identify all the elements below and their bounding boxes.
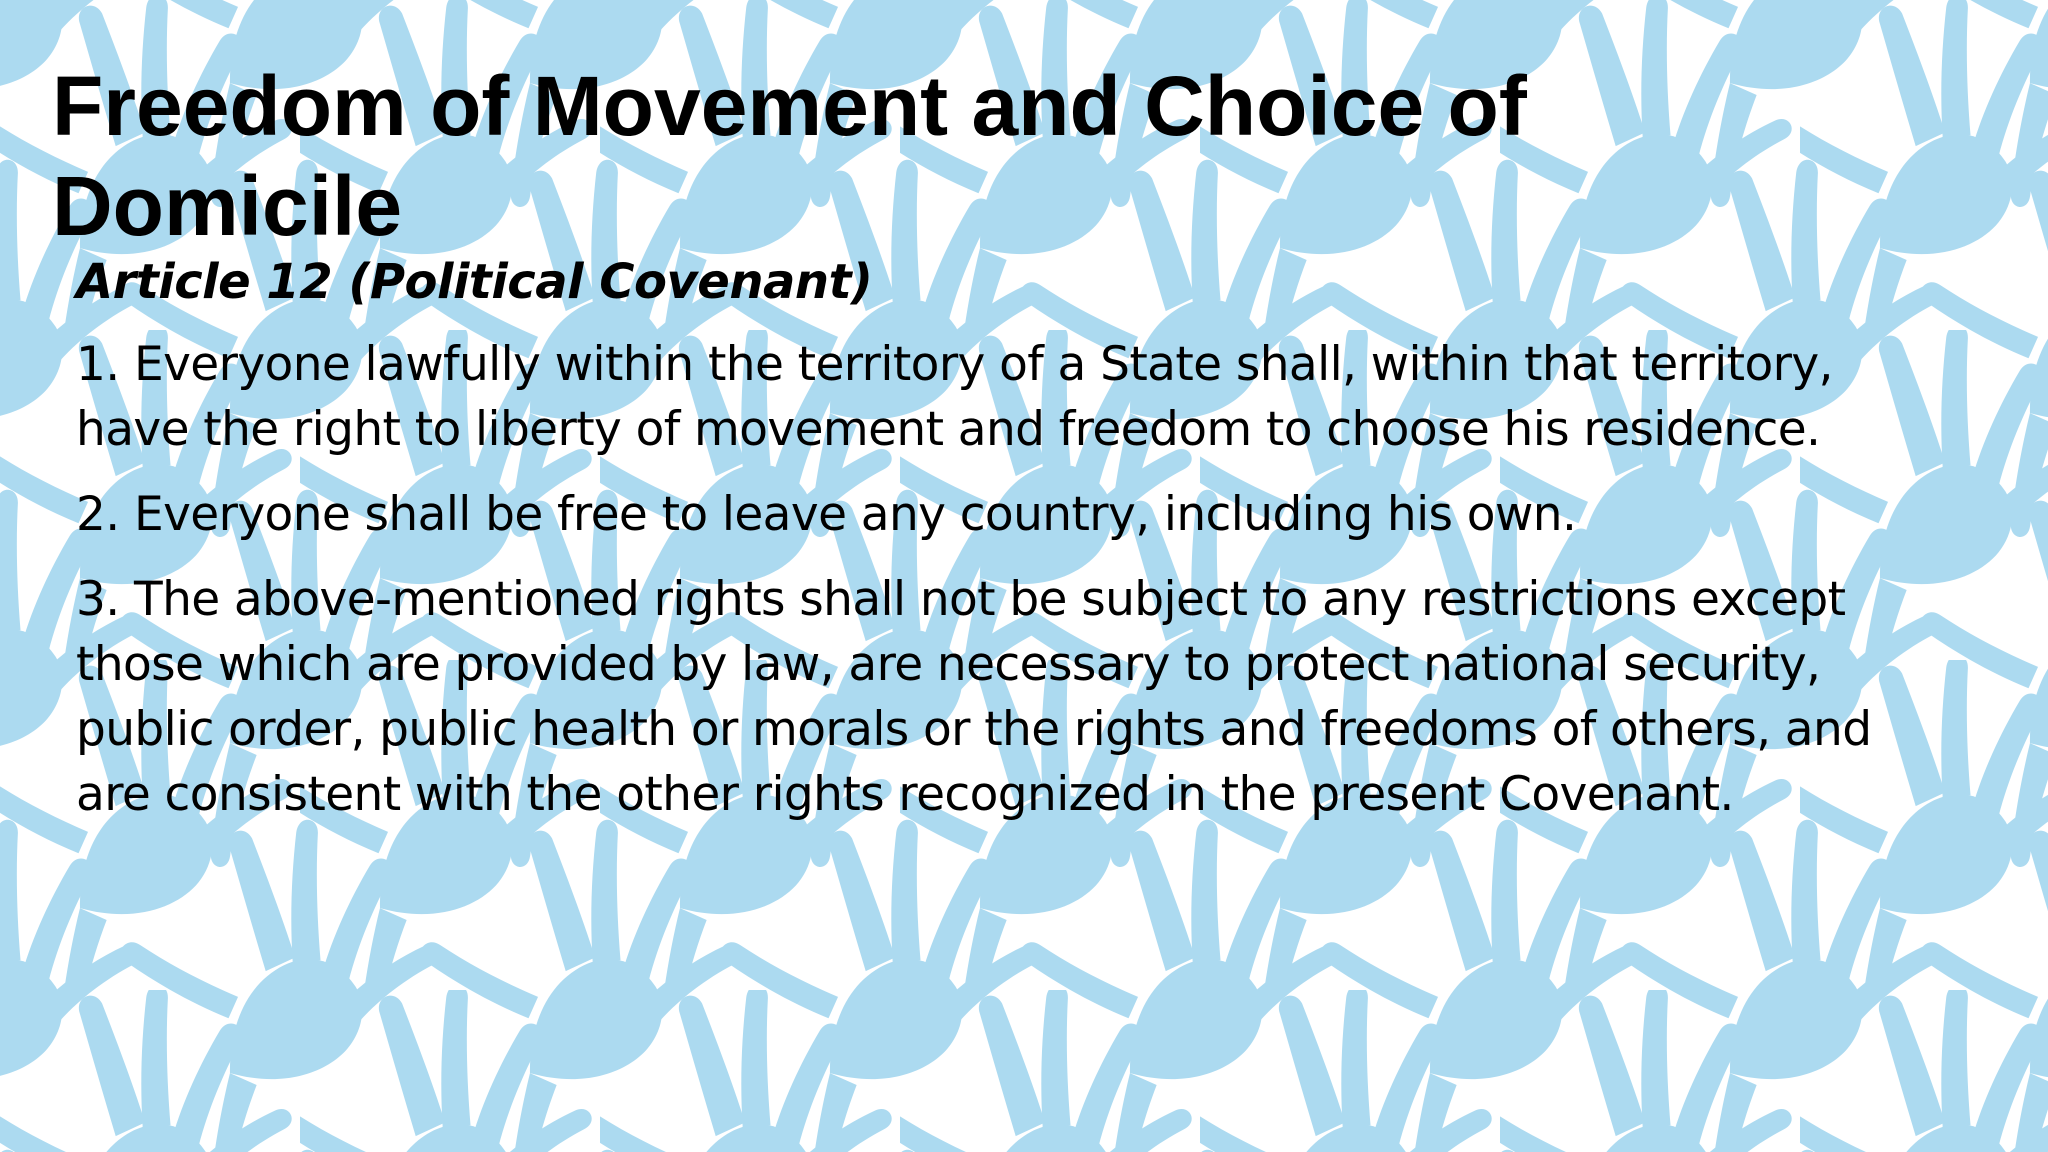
- paragraph-1: 1. Everyone lawfully within the territory of a State shall, within that territory, have the right to liberty of movement and freedom to choose his residence.: [76, 337, 1833, 457]
- article-heading: Article 12 (Political Covenant): [76, 254, 873, 310]
- paragraph-2: 2. Everyone shall be free to leave any country, including his own.: [76, 487, 1577, 542]
- slide-title: Freedom of Movement and Choice of Domicile: [52, 59, 1527, 253]
- paragraph-3: 3. The above-mentioned rights shall not be subject to any restrictions except those which are provided by law, are necessary to protect national security, public order, public health or morals or the rights and freedoms of others, and are consistent with the other rights recognized in the present Covenant.: [76, 572, 1872, 822]
- slide-body: [76, 250, 1936, 847]
